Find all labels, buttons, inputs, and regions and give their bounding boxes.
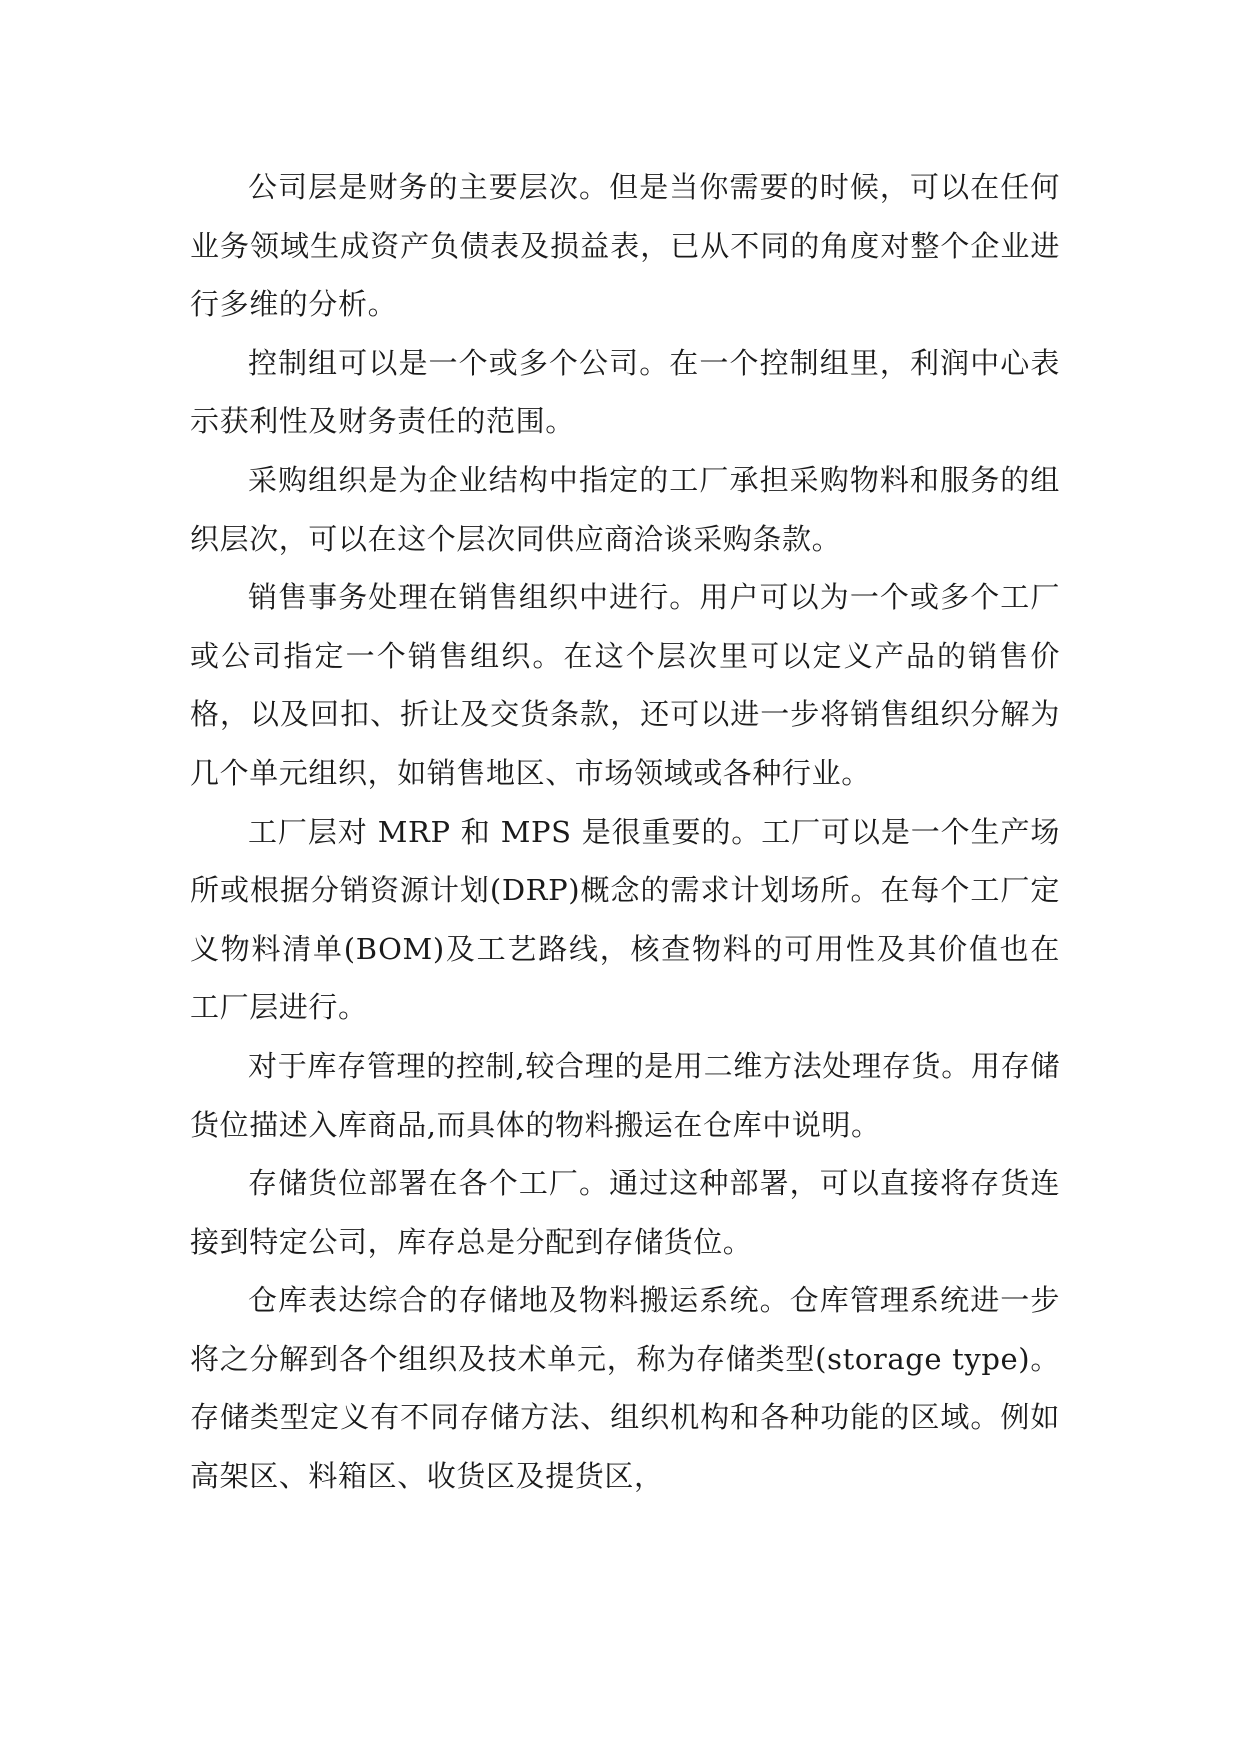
paragraph-plant-level: 工厂层对 MRP 和 MPS 是很重要的。工厂可以是一个生产场所或根据分销资源计划(DRP)概念的需求计划场所。在每个工厂定义物料清单(BOM)及工艺路线，核查物料的可用性及其价值也在工厂层进行。 [190,814,1060,1025]
paragraph-inventory-control: 对于库存管理的控制,较合理的是用二维方法处理存货。用存储货位描述入库商品,而具体的物料搬运在仓库中说明。 [190,1048,1060,1142]
paragraph-warehouse: 仓库表达综合的存储地及物料搬运系统。仓库管理系统进一步将之分解到各个组织及技术单元，称为存储类型(storage type)。存储类型定义有不同存储方法、组织机构和各种功能的区域。例如高架区、料箱区、收货区及提货区， [190,1283,1060,1494]
document-body [190,158,1060,1506]
paragraph-control-group: 控制组可以是一个或多个公司。在一个控制组里，利润中心表示获利性及财务责任的范围。 [190,345,1060,439]
paragraph-storage-location: 存储货位部署在各个工厂。通过这种部署，可以直接将存货连接到特定公司，库存总是分配到存储货位。 [190,1166,1060,1259]
paragraph-company-level: 公司层是财务的主要层次。但是当你需要的时候，可以在任何业务领域生成资产负债表及损益表，已从不同的角度对整个企业进行多维的分析。 [190,170,1060,322]
paragraph-sales-org: 销售事务处理在销售组织中进行。用户可以为一个或多个工厂或公司指定一个销售组织。在这个层次里可以定义产品的销售价格，以及回扣、折让及交货条款，还可以进一步将销售组织分解为几个单元组织，如销售地区、市场领域或各种行业。 [190,580,1060,790]
paragraph-purchasing-org: 采购组织是为企业结构中指定的工厂承担采购物料和服务的组织层次，可以在这个层次同供应商洽谈采购条款。 [190,462,1060,556]
